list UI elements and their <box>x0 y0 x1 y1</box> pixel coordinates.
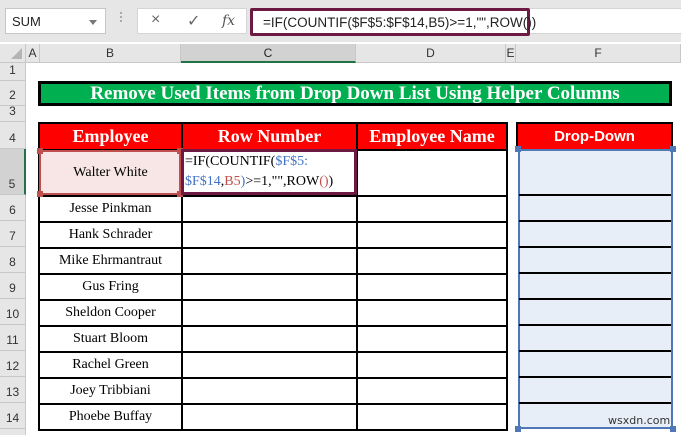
cell-d6[interactable] <box>356 195 508 223</box>
cell-c13[interactable] <box>181 377 358 405</box>
row-header-6[interactable]: 6 <box>0 195 26 221</box>
row-header-7[interactable]: 7 <box>0 221 26 247</box>
column-header-b[interactable]: B <box>40 44 181 63</box>
row-divider <box>519 350 671 352</box>
row-divider <box>519 272 671 274</box>
row-header-3[interactable]: 3 <box>0 106 26 122</box>
name-box-value: SUM <box>12 14 41 29</box>
drag-handle-icon[interactable] <box>120 12 123 28</box>
cell-c12[interactable] <box>181 351 358 379</box>
cell-d12[interactable] <box>356 351 508 379</box>
row-divider <box>519 194 671 196</box>
formula-text: =IF(COUNTIF($F$5:$F$14,B5)>=1,"",ROW()) <box>263 15 537 30</box>
cell-c5-editor[interactable] <box>181 149 357 195</box>
cell-b5[interactable]: Walter White <box>38 149 183 197</box>
cell-d9[interactable] <box>356 273 508 301</box>
row-header-15[interactable] <box>0 429 26 435</box>
cell-b7[interactable]: Hank Schrader <box>38 221 183 249</box>
header-row-number: Row Number <box>181 122 358 151</box>
check-icon[interactable]: ✓ <box>187 13 201 30</box>
range-resize-handle[interactable] <box>515 146 521 152</box>
row-divider <box>519 298 671 300</box>
row-divider <box>519 220 671 222</box>
column-header-d[interactable]: D <box>356 44 506 63</box>
drop-down-range[interactable] <box>518 149 673 429</box>
page-title: Remove Used Items from Drop Down List Using Helper Columns <box>38 81 672 106</box>
cell-c11[interactable] <box>181 325 358 353</box>
row-header-11[interactable]: 11 <box>0 325 26 351</box>
row-header-12[interactable]: 12 <box>0 351 26 377</box>
range-resize-handle[interactable] <box>515 426 521 432</box>
row-header-13[interactable]: 13 <box>0 377 26 403</box>
range-resize-handle[interactable] <box>670 146 676 152</box>
row-divider <box>519 246 671 248</box>
cell-c7[interactable] <box>181 221 358 249</box>
row-header-2[interactable]: 2 <box>0 81 26 106</box>
cell-c14[interactable] <box>181 403 358 431</box>
cell-b9[interactable]: Gus Fring <box>38 273 183 301</box>
row-header-4[interactable]: 4 <box>0 122 26 149</box>
row-header-14[interactable]: 14 <box>0 403 26 429</box>
row-header-10[interactable]: 10 <box>0 299 26 325</box>
row-header-5[interactable]: 5 <box>0 149 26 195</box>
cell-b10[interactable]: Sheldon Cooper <box>38 299 183 327</box>
cell-c10[interactable] <box>181 299 358 327</box>
cell-b11[interactable]: Stuart Bloom <box>38 325 183 353</box>
cell-b8[interactable]: Mike Ehrmantraut <box>38 247 183 275</box>
cell-d7[interactable] <box>356 221 508 249</box>
cell-b12[interactable]: Rachel Green <box>38 351 183 379</box>
row-header-1[interactable]: 1 <box>0 63 26 81</box>
chevron-down-icon[interactable] <box>89 20 97 25</box>
cancel-icon[interactable]: × <box>151 11 161 28</box>
header-employee-name: Employee Name <box>356 122 508 151</box>
column-header-c[interactable]: C <box>181 44 356 63</box>
row-header-9[interactable]: 9 <box>0 273 26 299</box>
cell-d5[interactable] <box>356 149 508 197</box>
edit-line-1: =IF(COUNTIF($F$5: <box>185 154 309 169</box>
header-employee: Employee <box>38 122 183 151</box>
row-divider <box>519 376 671 378</box>
formula-input[interactable] <box>250 8 537 36</box>
insert-function-icon[interactable]: fx <box>222 13 236 29</box>
row-header-8[interactable]: 8 <box>0 247 26 273</box>
cell-b13[interactable]: Joey Tribbiani <box>38 377 183 405</box>
row-divider <box>519 402 671 404</box>
formula-buttons <box>137 8 247 34</box>
row-divider <box>519 324 671 326</box>
select-all-button[interactable] <box>0 44 26 63</box>
edit-line-2: $F$14,B5)>=1,"",ROW()) <box>185 174 334 189</box>
cell-b6[interactable]: Jesse Pinkman <box>38 195 183 223</box>
column-header-a[interactable]: A <box>26 44 40 63</box>
cell-d11[interactable] <box>356 325 508 353</box>
header-drop-down: Drop-Down <box>516 122 673 151</box>
cell-d8[interactable] <box>356 247 508 275</box>
cell-c6[interactable] <box>181 195 358 223</box>
name-box[interactable] <box>5 8 106 34</box>
cell-c9[interactable] <box>181 273 358 301</box>
cell-d10[interactable] <box>356 299 508 327</box>
cell-c8[interactable] <box>181 247 358 275</box>
cell-d14[interactable] <box>356 403 508 431</box>
cell-d13[interactable] <box>356 377 508 405</box>
formula-bar-extension[interactable] <box>530 8 681 34</box>
range-resize-handle[interactable] <box>670 426 676 432</box>
column-header-e[interactable]: E <box>506 44 516 63</box>
column-header-f[interactable]: F <box>516 44 681 63</box>
cell-b14[interactable]: Phoebe Buffay <box>38 403 183 431</box>
watermark: wsxdn.com <box>608 414 671 427</box>
